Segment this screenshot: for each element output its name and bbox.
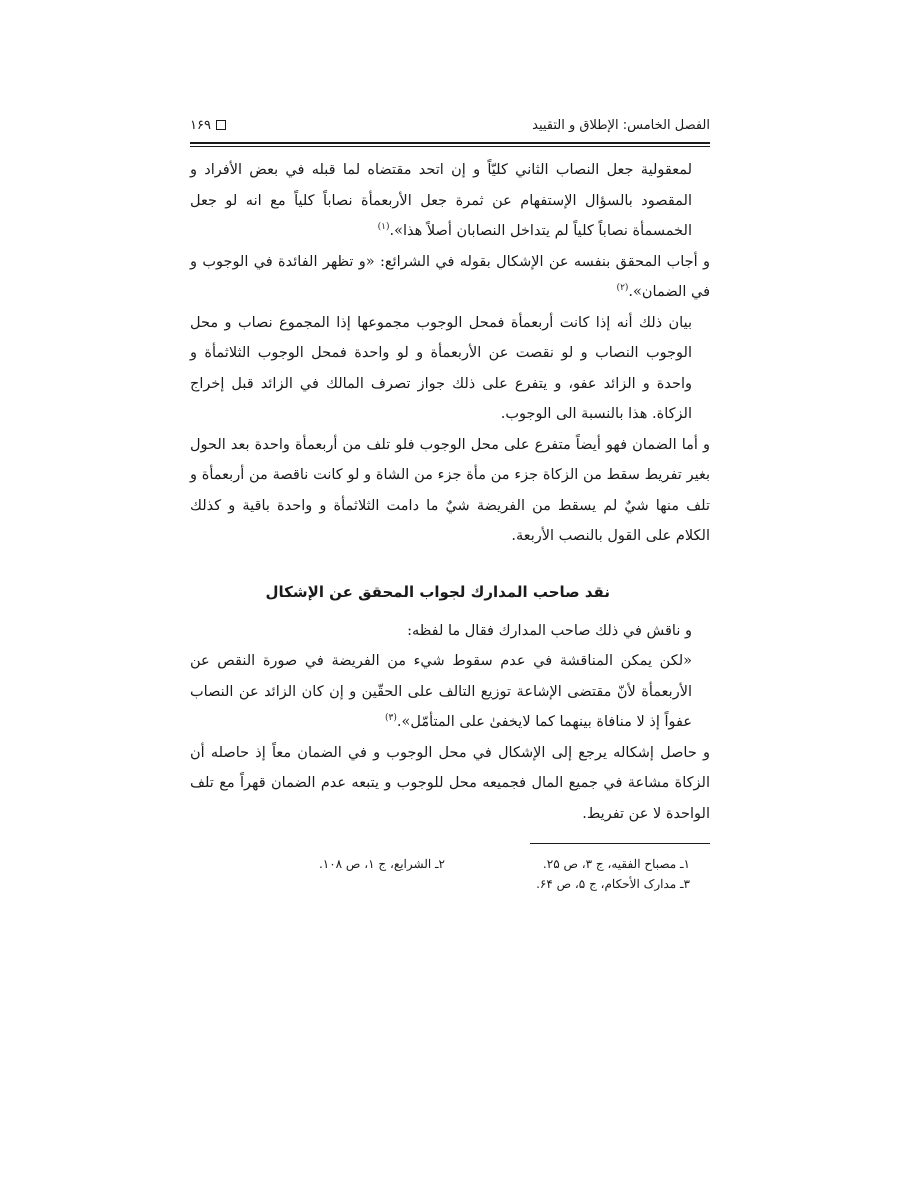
paragraph: و أما الضمان فهو أيضاً متفرع على محل الوجوب فلو تلف من أربعمأة واحدة بعد الحول بغير تفريط سقط من الزكاة جزء من مأة جزء من الشاة و لو كانت ناقصة من أربعمأة و تلف منها شيٌ لم يسقط من الفريضة شيٌ ما دامت الثلاثمأة و واحدة باقية و كذلك الكلام على القول بالنصب الأربعة. <box>190 436 710 544</box>
section-heading: نقد صاحب المدارك لجواب المحقق عن الإشكال <box>265 582 610 601</box>
page <box>190 112 710 894</box>
footnote-2: ٢ـ الشرايع، ج ١، ص ١٠٨. <box>318 857 445 871</box>
footnote-ref: (١) <box>377 222 390 233</box>
paragraph: و حاصل إشكاله يرجع إلى الإشكال في محل الوجوب و في الضمان معاً إذ حاصله أن الزكاة مشاعة في جميع المال فجميعه محل للوجوب و يتبعه عدم الضمان قهراً مع تلف الواحدة لا عن تفريط. <box>190 744 710 822</box>
header-rule-thin <box>190 146 710 147</box>
footnote-rule <box>530 843 710 844</box>
paragraph: و ناقش في ذلك صاحب المدارك فقال ما لفظه: <box>407 622 692 639</box>
quoted-paragraph: «لكن يمكن المناقشة في عدم سقوط شيء من الفريضة في صورة النقص عن الأربعمأة لأنّ مقتضى الإشاعة توزيع التالف على الحقّين و إن كان الزائد عن النصاب عفواً إذ لا منافاة بينهما كما لايخفىٰ على المتأمّل».$^{(٣)}$ <box>190 653 692 730</box>
footnotes <box>190 854 710 894</box>
page-number: ١۶٩ <box>190 117 211 133</box>
body-text <box>190 155 710 829</box>
footnote-ref: (٢) <box>616 283 629 294</box>
square-box-icon <box>216 120 226 130</box>
paragraph: لمعقولية جعل النصاب الثاني كليّاً و إن اتحد مقتضاه لما قبله في بعض الأفراد و المقصود بالسؤال الإستفهام عن ثمرة جعل الأربعمأة نصاباً كلياً مع انه لو جعل الخمسمأة نصاباً كلياً لم يتداخل النصابان أصلاً هذا».$^{(١)}$ <box>190 162 692 239</box>
header-rule <box>190 142 710 144</box>
footnote-1: ١ـ مصباح الفقيه، ج ٣، ص ٢۵. <box>542 857 690 871</box>
paragraph: و أجاب المحقق بنفسه عن الإشكال بقوله في الشرائع: «و تظهر الفائدة في الوجوب و في الضمان».$^{(٢)}$ <box>190 253 710 300</box>
footnote-3: ٣ـ مدارک الأحکام، ج ۵، ص ۶۴. <box>536 877 690 891</box>
footnote-ref: (٣) <box>385 713 397 724</box>
running-header <box>190 112 710 138</box>
paragraph: بيان ذلك أنه إذا كانت أربعمأة فمحل الوجوب مجموعها إذا المجموع نصاب و محل الوجوب النصاب و لو نقصت عن الأربعمأة و لو واحدة فمحل الوجوب الثلاثمأة و واحدة و الزائد عفو، و يتفرع على ذلك جواز تصرف المالك في الزائد قبل إخراج الزكاة. هذا بالنسبة الى الوجوب. <box>190 314 692 422</box>
chapter-title: الفصل الخامس: الإطلاق و التقييد <box>532 117 710 133</box>
page-number-group <box>190 118 226 133</box>
footnote-row <box>190 854 710 874</box>
footnote-row <box>190 874 710 894</box>
